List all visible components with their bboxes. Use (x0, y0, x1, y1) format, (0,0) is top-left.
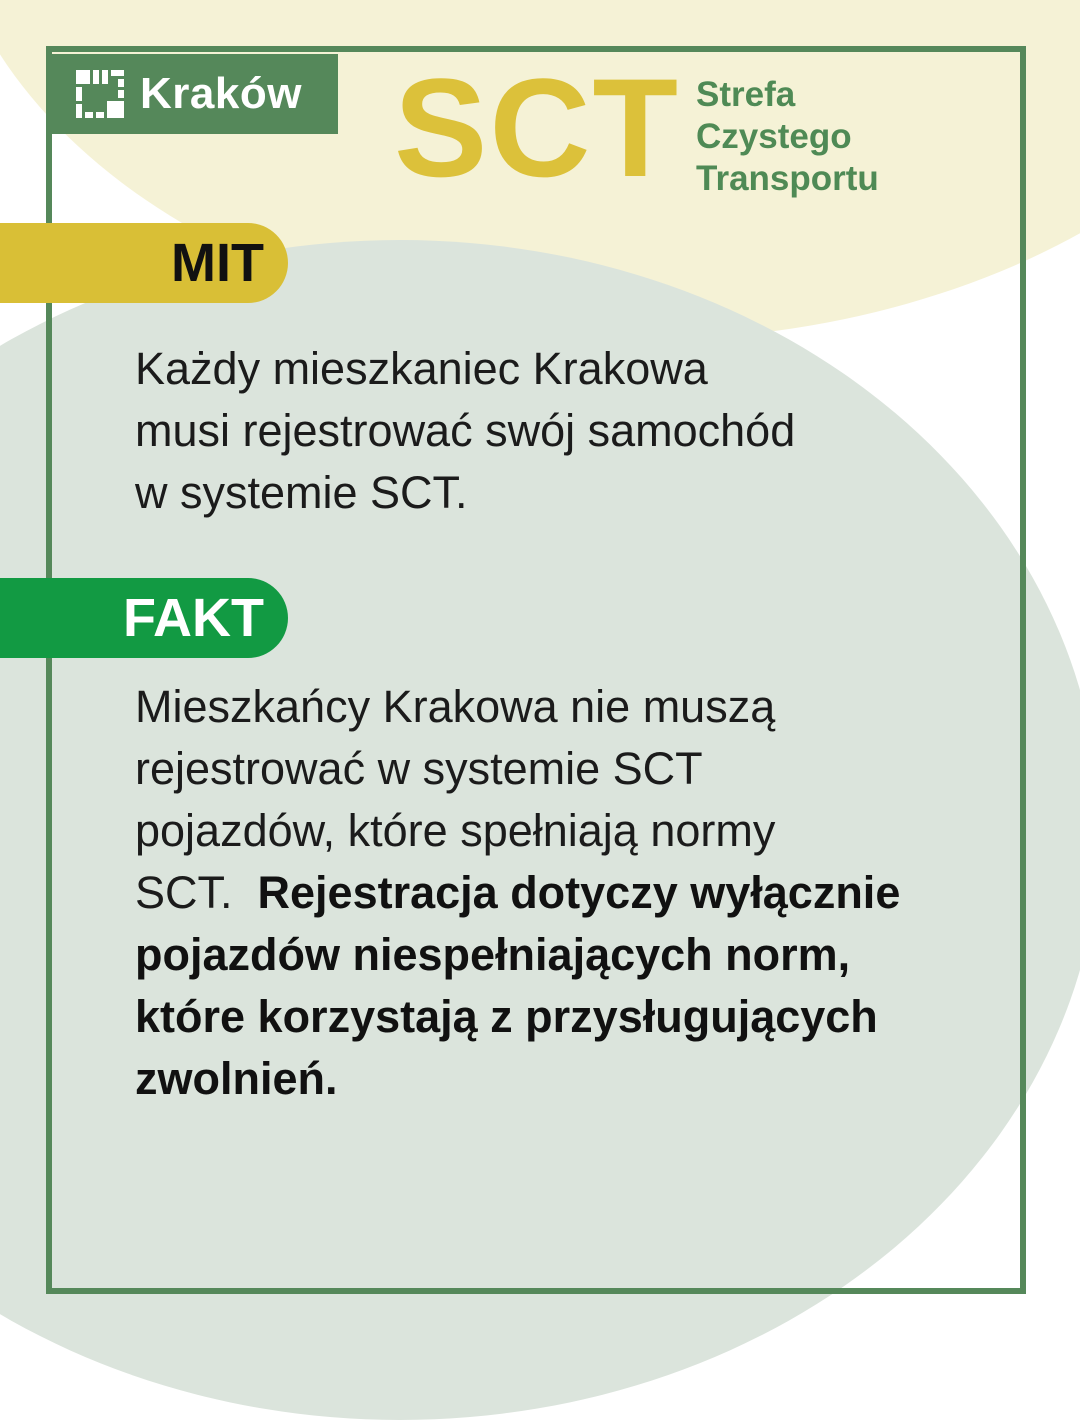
logo-text: Kraków (140, 69, 302, 118)
mit-tag (0, 223, 288, 303)
fakt-bold-line: które korzystają z przysługujących (135, 991, 878, 1042)
fakt-bold-line: pojazdów niespełniających norm, (135, 929, 851, 980)
mit-line: w systemie SCT. (135, 467, 468, 518)
subtitle-line: Czystego (696, 117, 852, 156)
fakt-line-regular: SCT. (135, 867, 233, 918)
krakow-logo (46, 54, 338, 134)
mit-text (135, 338, 795, 524)
fakt-line: Mieszkańcy Krakowa nie muszą (135, 681, 776, 732)
krakow-logo-icon (76, 70, 124, 118)
fakt-line-bold: Rejestracja dotyczy wyłącznie (257, 867, 901, 918)
fakt-tag (0, 578, 288, 658)
fakt-bold-line: zwolnień. (135, 1053, 338, 1104)
mit-line: musi rejestrować swój samochód (135, 405, 796, 456)
fakt-label: FAKT (123, 588, 264, 648)
sct-subtitle (696, 74, 879, 200)
fakt-line: pojazdów, które spełniają normy (135, 805, 776, 856)
fakt-line (135, 862, 900, 924)
subtitle-line: Strefa (696, 75, 796, 114)
fakt-text (135, 676, 900, 1110)
fakt-line: rejestrować w systemie SCT (135, 743, 703, 794)
subtitle-line: Transportu (696, 159, 879, 198)
sct-title: SCT (394, 49, 680, 206)
mit-line: Każdy mieszkaniec Krakowa (135, 343, 708, 394)
mit-label: MIT (171, 233, 264, 293)
